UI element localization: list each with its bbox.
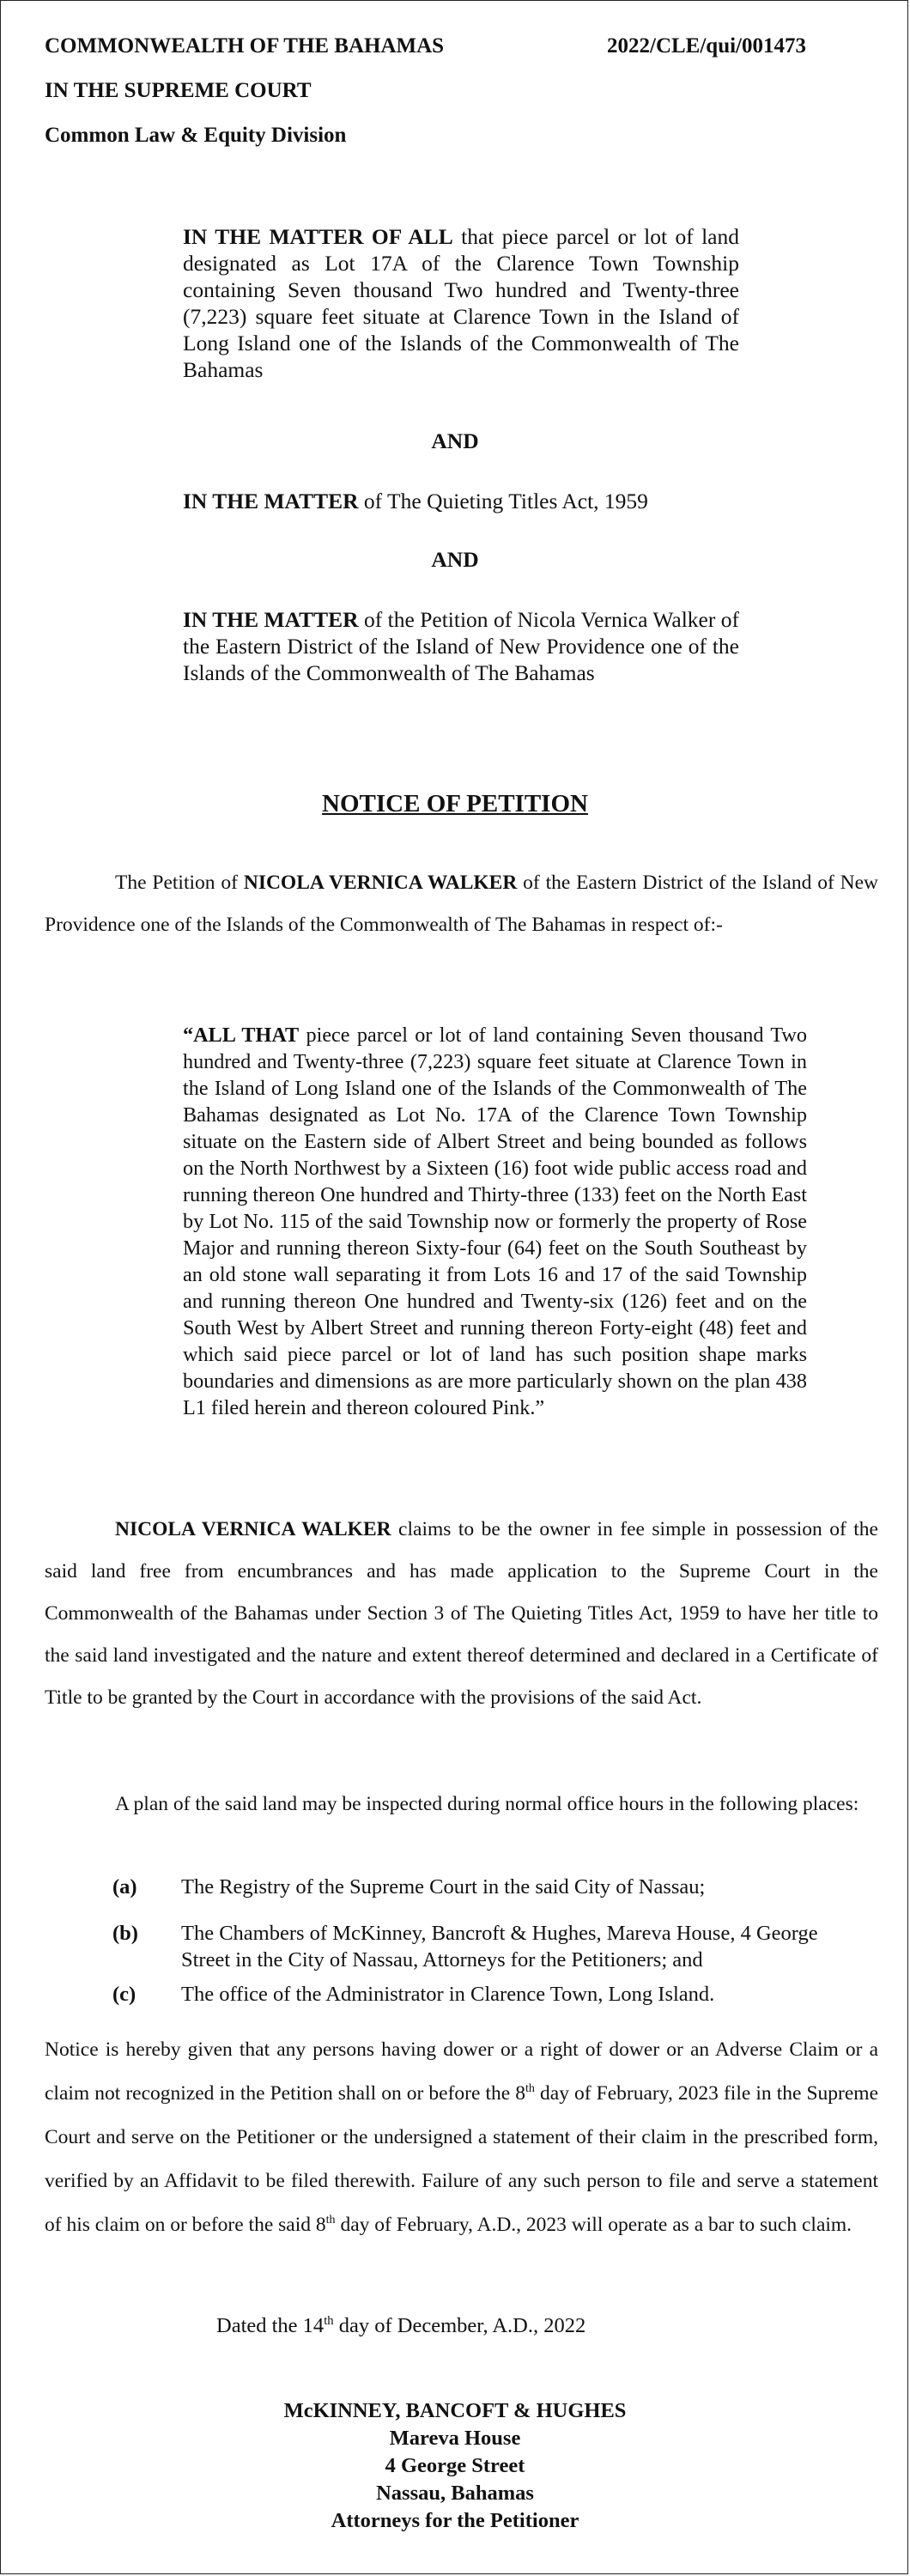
dated-text: Dated the 14 bbox=[216, 2314, 325, 2337]
matter-land-text: that piece parcel or lot of land designated as Lot 17A of the Clarence Town Township containing Seven thousand Two hundred and Twenty-three (7,223) square feet situate at Clarence Town in the Island of Long Island one of the Islands of the Commonwealth of The Bahamas bbox=[183, 224, 739, 382]
signature-city: Nassau, Bahamas bbox=[376, 2482, 534, 2505]
petitioner-name: NICOLA VERNICA WALKER bbox=[243, 872, 518, 894]
place-text: The Chambers of McKinney, Bancroft & Hughes, Mareva House, 4 George Street in the City of Nassau, Attorneys for the Petitioners; and bbox=[181, 1922, 818, 1971]
signature-firm: McKINNEY, BANCOFT & HUGHES bbox=[283, 2399, 627, 2422]
ordinal-suffix: th bbox=[324, 2313, 334, 2328]
division-name: Common Law & Equity Division bbox=[45, 124, 347, 147]
place-text: The Registry of the Supreme Court in the said City of Nassau; bbox=[181, 1875, 706, 1899]
dated-line bbox=[216, 2314, 585, 2338]
matter-petition-lead: IN THE MATTER bbox=[183, 607, 359, 632]
signature-role: Attorneys for the Petitioner bbox=[331, 2509, 579, 2532]
place-label: (a) bbox=[112, 1875, 137, 1899]
matter-land-lead: IN THE MATTER OF ALL bbox=[183, 224, 453, 249]
matter-act-text: of The Quieting Titles Act, 1959 bbox=[358, 489, 648, 513]
place-label: (b) bbox=[112, 1922, 138, 1945]
notice-paragraph bbox=[45, 2028, 878, 2247]
matter-land-paragraph bbox=[183, 223, 739, 383]
matter-petition-text: of the Petition of Nicola Vernica Walker of the Eastern District of the Island of New Providence one of the Islands of the Commonwealth of The Bahamas bbox=[183, 607, 740, 685]
ordinal-suffix: th bbox=[525, 2081, 535, 2096]
and-separator: AND bbox=[431, 547, 479, 572]
petition-text: of the Eastern District of the Island of New Providence one of the Islands of the Commonwealth of The Bahamas in respect of:- bbox=[45, 872, 879, 936]
case-number: 2022/CLE/qui/001473 bbox=[607, 34, 806, 58]
matter-act-lead: IN THE MATTER bbox=[183, 489, 359, 513]
inspection-intro: A plan of the said land may be inspected during normal office hours in the following places: bbox=[115, 1793, 859, 1815]
signature-building: Mareva House bbox=[389, 2427, 521, 2450]
matter-act-paragraph bbox=[183, 488, 739, 514]
court-name: IN THE SUPREME COURT bbox=[45, 79, 312, 102]
land-description-lead: “ALL THAT bbox=[183, 1024, 300, 1047]
and-separator: AND bbox=[431, 428, 479, 453]
petition-paragraph bbox=[45, 862, 878, 946]
claim-text: claims to be the owner in fee simple in possession of the said land free from encumbrances and has made application to the Supreme Court in the Commonwealth of the Bahamas under Section 3 of The Quieting Titles Act, 1959 to have her title to the said land investigated and the nature and extent thereof determined and declared in a Certificate of Title to be granted by the Court in accordance with the provisions of the said Act. bbox=[45, 1518, 878, 1709]
petition-intro: The Petition of bbox=[115, 872, 244, 894]
signature-street: 4 George Street bbox=[385, 2454, 525, 2477]
claimant-name: NICOLA VERNICA WALKER bbox=[115, 1518, 391, 1540]
place-text: The office of the Administrator in Clarence Town, Long Island. bbox=[181, 1983, 715, 2006]
ordinal-suffix: th bbox=[325, 2213, 336, 2227]
notice-text-part: day of February, 2023 file in the Supreme Court and serve on the Petitioner or the undersigned a statement of their claim in the prescribed form, verified by an Affidavit to be filed therewith. Failure of any such person to file and serve a statement of his claim on or before the said 8 bbox=[45, 2082, 878, 2236]
notice-text-part: Notice is hereby given that any persons having dower or a right of dower or an Adverse Claim or a claim not recognized in the Petition shall on or before the 8 bbox=[45, 2038, 878, 2105]
court-title: COMMONWEALTH OF THE BAHAMAS bbox=[45, 34, 445, 58]
matter-petition-paragraph bbox=[183, 606, 739, 686]
claim-paragraph bbox=[45, 1509, 878, 1719]
notice-text-part: day of February, A.D., 2023 will operate as a bar to such claim. bbox=[335, 2214, 852, 2236]
land-description-text: piece parcel or lot of land containing Seven thousand Two hundred and Twenty-three (7,223) square feet situate at Clarence Town in the Island of Long Island one of the Islands of the Commonwealth of The Bahamas designated as Lot No. 17A of the Clarence Town Township situate on the Eastern side of Albert Street and being bounded as follows on the North Northwest by a Sixteen (16) foot wide public access road and running thereon One hundred and Thirty-three (133) feet on the North East by Lot No. 115 of the said Township now or formerly the property of Rose Major and running thereon Sixty-four (64) feet on the South Southeast by an old stone wall separating it from Lots 16 and 17 of the said Township and running thereon One hundred and Twenty-six (126) feet and on the South West by Albert Street and running thereon Forty-eight (48) feet and which said piece parcel or lot of land has such position shape marks boundaries and dimensions as are more particularly shown on the plan 438 L1 filed herein and thereon coloured Pink.” bbox=[183, 1024, 807, 1419]
notice-title: NOTICE OF PETITION bbox=[322, 790, 588, 817]
place-label: (c) bbox=[112, 1983, 136, 2006]
land-description-quote bbox=[183, 1022, 807, 1421]
dated-text: day of December, A.D., 2022 bbox=[333, 2314, 586, 2337]
